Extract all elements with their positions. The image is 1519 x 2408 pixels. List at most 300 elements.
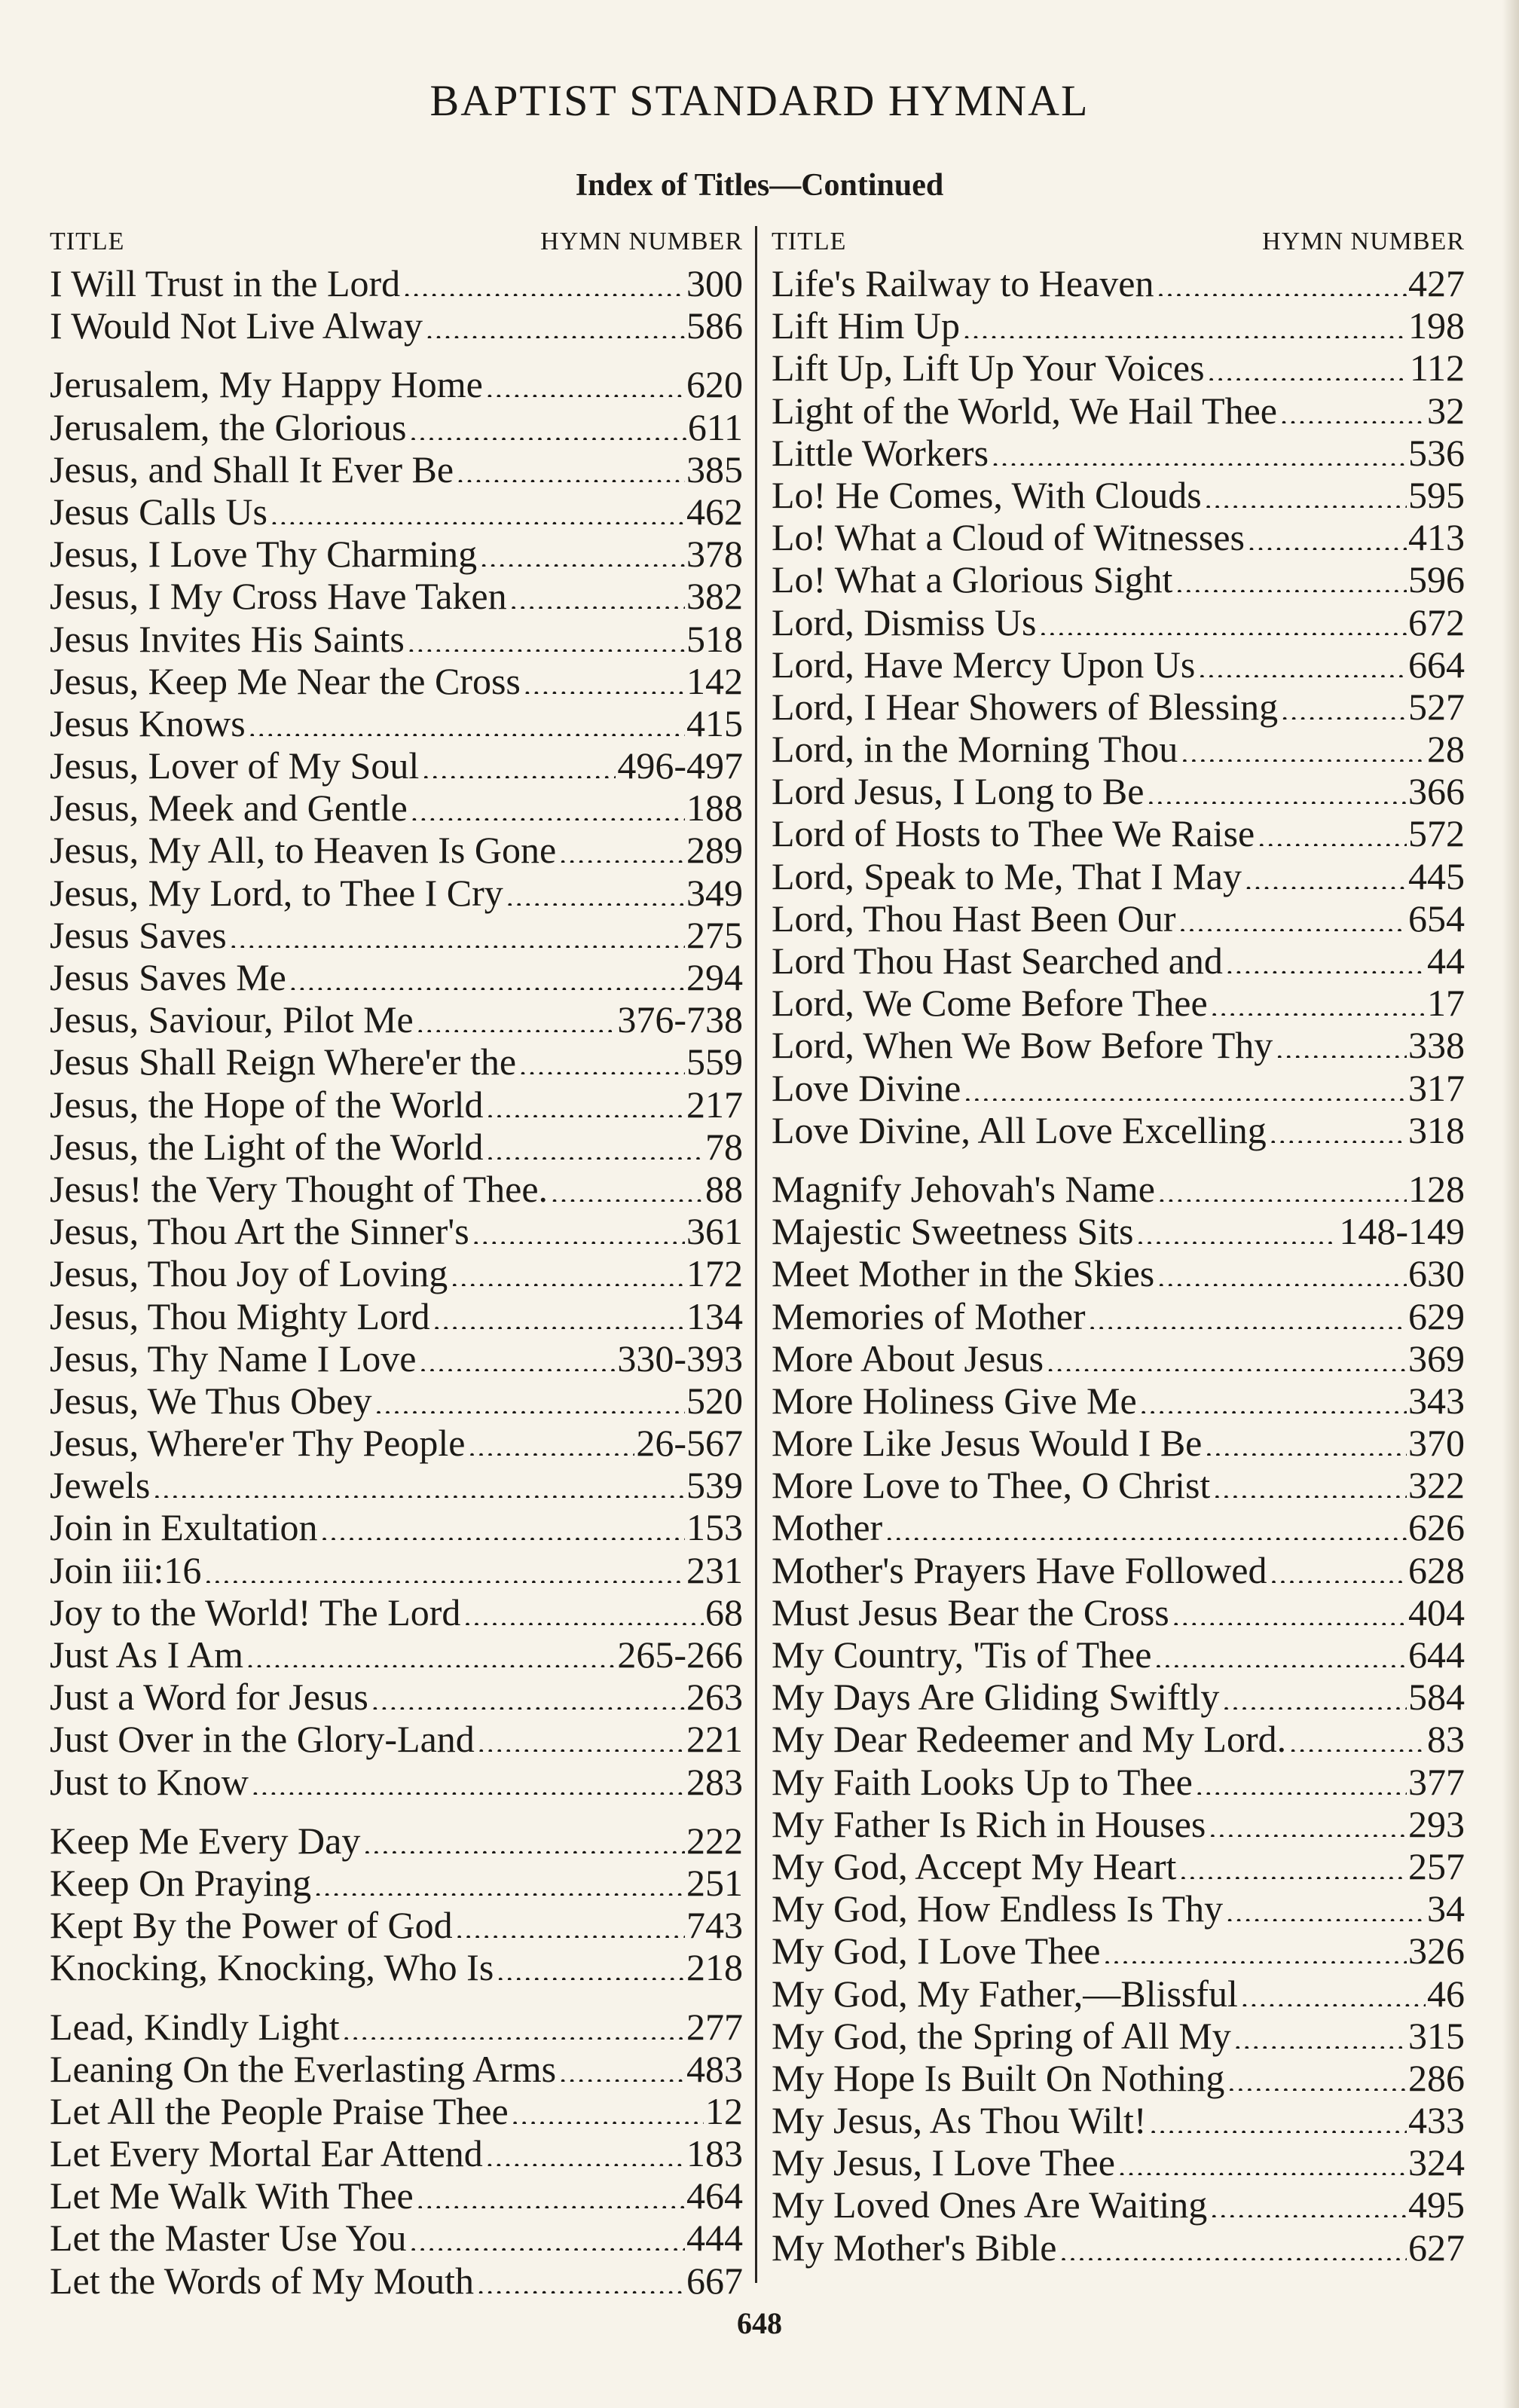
hymn-title: Magnify Jehovah's Name xyxy=(772,1167,1155,1210)
index-entry xyxy=(50,2174,743,2217)
dot-leader xyxy=(548,1172,704,1202)
hymn-number: 265-266 xyxy=(617,1633,743,1676)
index-entry xyxy=(772,686,1465,728)
index-entry xyxy=(50,1168,743,1210)
hymn-title: Jesus Shall Reign Where'er the xyxy=(50,1041,517,1083)
dot-leader xyxy=(507,579,685,609)
hymn-title: Jesus, Keep Me Near the Cross xyxy=(50,659,521,702)
hymn-number: 667 xyxy=(686,2259,743,2302)
hymn-title: Keep On Praying xyxy=(50,1861,312,1904)
hymn-title: Jesus, Thy Name I Love xyxy=(50,1337,417,1380)
hymn-title: Lord Thou Hast Searched and xyxy=(772,940,1223,982)
dot-leader xyxy=(1195,647,1407,677)
hymn-number: 584 xyxy=(1408,1676,1465,1719)
hymn-number: 26-567 xyxy=(636,1422,743,1465)
hymn-number: 539 xyxy=(686,1464,743,1507)
hymn-number: 338 xyxy=(1408,1024,1465,1067)
hymn-title: Jesus, Thou Joy of Loving xyxy=(50,1252,448,1295)
dot-leader xyxy=(1242,859,1407,889)
dot-leader xyxy=(1208,986,1426,1016)
hymn-title: Let All the People Praise Thee xyxy=(50,2089,509,2132)
index-entry xyxy=(772,2015,1465,2057)
index-entry xyxy=(772,516,1465,558)
dot-leader xyxy=(267,494,685,524)
hymn-number: 317 xyxy=(1408,1066,1465,1109)
hymn-title: I Will Trust in the Lord xyxy=(50,262,401,304)
hymn-title: Lord, in the Morning Thou xyxy=(772,728,1178,771)
index-entry xyxy=(50,2217,743,2259)
hymn-number: 559 xyxy=(686,1041,743,1083)
dot-leader xyxy=(477,536,685,567)
hymn-title: Memories of Mother xyxy=(772,1294,1086,1337)
index-entry xyxy=(772,1337,1465,1380)
dot-leader xyxy=(1086,1299,1407,1329)
hymn-number: 595 xyxy=(1408,473,1465,516)
column-divider xyxy=(755,226,757,2283)
index-entry xyxy=(50,2090,743,2132)
index-entry xyxy=(50,1820,743,1862)
hymn-title: My Father Is Rich in Houses xyxy=(772,1802,1206,1845)
hymn-number: 32 xyxy=(1427,389,1465,432)
hymn-number: 626 xyxy=(1408,1506,1465,1549)
index-entry xyxy=(772,1803,1465,1845)
hymn-number: 445 xyxy=(1408,854,1465,897)
dot-leader xyxy=(1255,816,1407,846)
hymn-number: 188 xyxy=(686,787,743,830)
hymn-title: Let the Master Use You xyxy=(50,2217,407,2260)
dot-leader xyxy=(1210,1468,1407,1498)
hymn-number: 17 xyxy=(1427,982,1465,1025)
page-number: 648 xyxy=(737,2306,782,2340)
dot-leader xyxy=(1202,478,1407,508)
index-entry xyxy=(772,1591,1465,1633)
hymn-title: Let the Words of My Mouth xyxy=(50,2259,475,2302)
index-entry xyxy=(50,1549,743,1591)
dot-leader xyxy=(1277,393,1426,423)
hymn-number: 433 xyxy=(1408,2099,1465,2142)
hymn-number: 495 xyxy=(1408,2183,1465,2226)
hymn-title: Lord, Dismiss Us xyxy=(772,600,1037,643)
hymn-title: Join in Exultation xyxy=(50,1506,318,1549)
hymn-number: 596 xyxy=(1408,558,1465,601)
dot-leader xyxy=(1238,1976,1426,2006)
hymn-title: Jesus, Where'er Thy People xyxy=(50,1422,466,1465)
hymn-title: Just As I Am xyxy=(50,1633,244,1676)
dot-leader xyxy=(1178,732,1426,762)
dot-leader xyxy=(1115,2145,1407,2175)
hymn-title: Must Jesus Bear the Cross xyxy=(772,1591,1169,1633)
hymn-number: 294 xyxy=(686,956,743,998)
hymn-title: More Like Jesus Would I Be xyxy=(772,1422,1203,1465)
index-entry xyxy=(772,1506,1465,1548)
hymn-number: 34 xyxy=(1427,1887,1465,1930)
hymn-number: 630 xyxy=(1408,1252,1465,1295)
hymn-number: 366 xyxy=(1408,770,1465,813)
dot-leader xyxy=(1151,1637,1407,1667)
hymn-number: 83 xyxy=(1427,1718,1465,1761)
index-entry xyxy=(772,1887,1465,1930)
index-entry xyxy=(50,998,743,1041)
index-entry xyxy=(772,1676,1465,1718)
index-entry xyxy=(772,2226,1465,2269)
index-entry xyxy=(772,728,1465,770)
index-entry xyxy=(50,956,743,998)
dot-leader xyxy=(249,1765,685,1795)
hymn-number: 183 xyxy=(686,2132,743,2175)
dot-leader xyxy=(1224,2061,1407,2091)
dot-leader xyxy=(448,1256,685,1286)
hymn-number: 627 xyxy=(1408,2226,1465,2269)
hymn-title: My God, the Spring of All My xyxy=(772,2014,1231,2057)
dot-leader xyxy=(1056,2230,1407,2260)
dot-leader xyxy=(483,367,685,397)
index-entry xyxy=(772,940,1465,982)
hymn-title: Lead, Kindly Light xyxy=(50,2005,340,2048)
index-entry xyxy=(50,1506,743,1548)
dot-leader xyxy=(1193,1765,1407,1795)
hymn-title: Join iii:16 xyxy=(50,1548,202,1591)
dot-leader xyxy=(407,2220,685,2251)
hymn-title: Lord, I Hear Showers of Blessing xyxy=(772,685,1279,728)
dot-leader xyxy=(360,1823,685,1853)
index-entry xyxy=(772,2057,1465,2099)
dot-leader xyxy=(521,664,685,694)
hymn-number: 369 xyxy=(1408,1337,1465,1380)
hymn-title: Lord, We Come Before Thee xyxy=(772,982,1208,1025)
dot-leader xyxy=(1144,774,1407,804)
dot-leader xyxy=(1267,1113,1407,1143)
hymn-number: 322 xyxy=(1408,1464,1465,1507)
dot-leader xyxy=(483,2136,685,2166)
hymn-title: More About Jesus xyxy=(772,1337,1044,1380)
hymn-number: 263 xyxy=(686,1676,743,1719)
index-entry xyxy=(50,744,743,787)
hymn-number: 142 xyxy=(686,659,743,702)
hymn-title: Knocking, Knocking, Who Is xyxy=(50,1946,494,1989)
hymn-title: Love Divine, All Love Excelling xyxy=(772,1108,1267,1151)
hymn-title: My God, My Father,—Blissful xyxy=(772,1972,1238,2015)
hymn-title: Mother xyxy=(772,1506,883,1549)
hymn-number: 413 xyxy=(1408,516,1465,559)
hymn-number: 217 xyxy=(686,1083,743,1126)
index-entry xyxy=(50,787,743,829)
dot-leader xyxy=(474,2263,685,2293)
hymn-number: 654 xyxy=(1408,897,1465,940)
dot-leader xyxy=(484,1087,685,1117)
hymn-number: 112 xyxy=(1409,347,1465,390)
hymn-title: My Hope Is Built On Nothing xyxy=(772,2056,1225,2099)
hymn-number: 586 xyxy=(686,304,743,347)
right-column-header xyxy=(772,218,1465,256)
title-column-label: TITLE xyxy=(772,228,847,255)
left-column xyxy=(50,218,743,2302)
index-entry xyxy=(772,347,1465,389)
hymn-title: Leaning On the Everlasting Arms xyxy=(50,2047,557,2090)
hymn-number: 370 xyxy=(1408,1422,1465,1465)
hymn-title: My Loved Ones Are Waiting xyxy=(772,2183,1208,2226)
hymn-number: 257 xyxy=(1408,1844,1465,1887)
hymn-title: Jesus, Lover of My Soul xyxy=(50,744,420,787)
index-entry xyxy=(772,304,1465,347)
dot-leader xyxy=(960,308,1407,338)
index-entry xyxy=(50,1126,743,1168)
index-entry xyxy=(772,1549,1465,1591)
index-entry xyxy=(772,390,1465,432)
hymn-title: Jerusalem, the Glorious xyxy=(50,405,407,448)
hymn-title: Jesus Saves Me xyxy=(50,956,286,998)
index-entry xyxy=(772,1168,1465,1210)
dot-leader xyxy=(1207,2187,1407,2217)
dot-leader xyxy=(475,1722,685,1752)
hymn-number: 46 xyxy=(1427,1972,1465,2015)
hymn-number: 427 xyxy=(1408,262,1465,304)
hymn-title: Jesus! the Very Thought of Thee. xyxy=(50,1167,549,1210)
hymn-number: 128 xyxy=(1408,1167,1465,1210)
hymn-title: Jesus, Thou Art the Sinner's xyxy=(50,1210,469,1253)
index-entry xyxy=(772,1109,1465,1151)
hymn-number: 28 xyxy=(1427,728,1465,771)
dot-leader xyxy=(556,2052,685,2082)
hymn-title: Lo! What a Cloud of Witnesses xyxy=(772,516,1245,559)
left-column-header xyxy=(50,218,743,256)
dot-leader xyxy=(1219,1679,1407,1710)
dot-leader xyxy=(1036,605,1407,635)
index-entry xyxy=(50,1633,743,1676)
hymn-number: 404 xyxy=(1408,1591,1465,1633)
hymn-title: Jesus, We Thus Obey xyxy=(50,1379,372,1422)
index-entry xyxy=(50,1946,743,1988)
hymn-title: Keep Me Every Day xyxy=(50,1819,361,1862)
dot-leader xyxy=(1176,1849,1407,1879)
hymn-number: 464 xyxy=(686,2174,743,2217)
hymn-number: 527 xyxy=(1408,685,1465,728)
hymn-number: 518 xyxy=(686,617,743,660)
index-entry xyxy=(772,1761,1465,1803)
hymn-title: Mother's Prayers Have Followed xyxy=(772,1548,1267,1591)
hymn-title: More Holiness Give Me xyxy=(772,1379,1137,1422)
dot-leader xyxy=(368,1679,685,1710)
hymn-number: 231 xyxy=(686,1548,743,1591)
dot-leader xyxy=(423,308,685,338)
index-entry xyxy=(772,1024,1465,1066)
dot-leader xyxy=(1286,1722,1426,1752)
index-entry xyxy=(50,1862,743,1904)
dot-leader xyxy=(1175,901,1407,931)
hymn-number: 153 xyxy=(686,1506,743,1549)
index-entry xyxy=(50,872,743,914)
index-entry xyxy=(772,1380,1465,1422)
hymn-number: 221 xyxy=(686,1718,743,1761)
dot-leader xyxy=(150,1468,685,1498)
index-entry xyxy=(50,406,743,448)
hymn-title: Kept By the Power of God xyxy=(50,1904,453,1947)
hymn-title: Jerusalem, My Happy Home xyxy=(50,363,483,406)
hymn-title: My God, How Endless Is Thy xyxy=(772,1887,1224,1930)
hymn-title: My Dear Redeemer and My Lord. xyxy=(772,1718,1287,1761)
dot-leader xyxy=(1154,266,1407,296)
index-entry xyxy=(772,1210,1465,1252)
dot-leader xyxy=(1100,1933,1407,1963)
dot-leader xyxy=(1206,1807,1407,1837)
dot-leader xyxy=(1154,1256,1407,1286)
hymn-title: Lord of Hosts to Thee We Raise xyxy=(772,812,1255,855)
dot-leader xyxy=(516,1044,685,1074)
hymn-title: Jesus, My All, to Heaven Is Gone xyxy=(50,829,557,872)
hymn-number: 628 xyxy=(1408,1548,1465,1591)
hymn-title: Jesus Saves xyxy=(50,913,227,956)
dot-leader xyxy=(243,1637,616,1667)
hymn-title: Jesus Knows xyxy=(50,701,246,744)
hymn-number: 318 xyxy=(1408,1108,1465,1151)
index-entry xyxy=(50,448,743,490)
hymn-number: 275 xyxy=(686,913,743,956)
hymn-number: 300 xyxy=(686,262,743,304)
index-entry xyxy=(50,262,743,304)
hymn-title: Lord, Have Mercy Upon Us xyxy=(772,643,1196,686)
hymn-title: Jesus, the Hope of the World xyxy=(50,1083,484,1126)
index-entry xyxy=(772,1718,1465,1760)
hymn-title: Jesus Calls Us xyxy=(50,490,267,533)
index-entry xyxy=(772,2183,1465,2226)
hymn-number-column-label: HYMN NUMBER xyxy=(540,228,743,255)
index-entry xyxy=(772,812,1465,854)
hymn-number: 324 xyxy=(1408,2141,1465,2184)
index-entry xyxy=(772,601,1465,643)
index-entry xyxy=(772,770,1465,812)
hymn-title: Lift Him Up xyxy=(772,304,960,347)
dot-leader xyxy=(1147,2103,1407,2133)
hymn-title: Let Me Walk With Thee xyxy=(50,2174,414,2217)
index-entry xyxy=(50,1718,743,1760)
hymn-title: My Country, 'Tis of Thee xyxy=(772,1633,1152,1676)
hymn-title: Jesus, I Love Thy Charming xyxy=(50,533,478,576)
hymn-number: 382 xyxy=(686,575,743,618)
index-entry xyxy=(50,2006,743,2048)
hymn-number: 218 xyxy=(686,1946,743,1989)
hymn-title: Jesus, and Shall It Ever Be xyxy=(50,448,454,490)
hymn-title: More Love to Thee, O Christ xyxy=(772,1464,1211,1507)
hymn-title: Lord, Speak to Me, That I May xyxy=(772,854,1242,897)
hymn-number: 664 xyxy=(1408,643,1465,686)
index-entry xyxy=(50,1761,743,1803)
dot-leader xyxy=(371,1383,685,1413)
hymn-title: Lord Jesus, I Long to Be xyxy=(772,770,1145,813)
dot-leader xyxy=(509,2094,704,2124)
dot-leader xyxy=(1231,2018,1407,2049)
hymn-number: 78 xyxy=(705,1125,743,1168)
hymn-number: 611 xyxy=(687,405,743,448)
dot-leader xyxy=(1172,562,1407,592)
index-entry xyxy=(50,1591,743,1633)
index-entry xyxy=(50,363,743,405)
hymn-title: Joy to the World! The Lord xyxy=(50,1591,461,1633)
dot-leader xyxy=(484,1129,704,1160)
hymn-title: My Faith Looks Up to Thee xyxy=(772,1760,1193,1803)
hymn-title: Lord, Thou Hast Been Our xyxy=(772,897,1176,940)
hymn-title: My Days Are Gliding Swiftly xyxy=(772,1676,1220,1719)
dot-leader xyxy=(400,266,685,296)
hymn-number: 222 xyxy=(686,1819,743,1862)
index-entry xyxy=(50,2260,743,2302)
dot-leader xyxy=(453,1908,685,1938)
index-entry xyxy=(772,855,1465,897)
index-entry xyxy=(50,1422,743,1464)
index-entry xyxy=(772,1973,1465,2015)
left-entry-list xyxy=(50,262,743,2302)
hymn-title: Jesus Invites His Saints xyxy=(50,617,405,660)
dot-leader xyxy=(340,2009,685,2040)
hymn-number: 376-738 xyxy=(617,998,743,1041)
index-entry xyxy=(50,533,743,575)
dot-leader xyxy=(1137,1383,1407,1413)
index-entry xyxy=(50,1252,743,1294)
dot-leader xyxy=(1134,1214,1338,1244)
hymn-title: Just a Word for Jesus xyxy=(50,1676,368,1719)
hymn-number: 672 xyxy=(1408,600,1465,643)
index-entry xyxy=(772,1067,1465,1109)
index-entry xyxy=(772,643,1465,686)
dot-leader xyxy=(407,410,686,440)
dot-leader xyxy=(414,1002,616,1032)
hymn-number: 44 xyxy=(1427,940,1465,982)
hymn-number: 277 xyxy=(686,2005,743,2048)
hymn-number: 172 xyxy=(686,1252,743,1295)
hymn-title: Lo! He Comes, With Clouds xyxy=(772,473,1202,516)
dot-leader xyxy=(454,452,685,482)
hymn-title: Meet Mother in the Skies xyxy=(772,1252,1155,1295)
index-entry xyxy=(772,2141,1465,2183)
hymn-number: 620 xyxy=(686,363,743,406)
hymn-number: 377 xyxy=(1408,1760,1465,1803)
dot-leader xyxy=(1155,1172,1407,1202)
index-entry xyxy=(50,829,743,871)
index-entry xyxy=(772,1422,1465,1464)
hymn-number: 343 xyxy=(1408,1379,1465,1422)
index-entry xyxy=(772,2099,1465,2141)
dot-leader xyxy=(1267,1553,1407,1583)
index-entry xyxy=(772,1633,1465,1676)
page-edge-shadow xyxy=(1502,0,1519,2408)
hymn-title: My God, I Love Thee xyxy=(772,1930,1101,1973)
right-column xyxy=(772,218,1465,2269)
hymn-title: Jesus, the Light of the World xyxy=(50,1125,484,1168)
index-entry xyxy=(50,1337,743,1380)
hymn-title: My Jesus, I Love Thee xyxy=(772,2141,1115,2184)
index-entry xyxy=(50,1904,743,1946)
dot-leader xyxy=(201,1553,685,1583)
index-entry xyxy=(772,1464,1465,1506)
hymn-number: 572 xyxy=(1408,812,1465,855)
hymn-number: 198 xyxy=(1408,304,1465,347)
hymn-number: 330-393 xyxy=(617,1337,743,1380)
hymn-number: 12 xyxy=(705,2089,743,2132)
hymn-title: Just Over in the Glory-Land xyxy=(50,1718,475,1761)
dot-leader xyxy=(1223,943,1426,973)
hymn-number: 315 xyxy=(1408,2014,1465,2057)
page-title: BAPTIST STANDARD HYMNAL xyxy=(429,76,1090,125)
dot-leader xyxy=(1202,1426,1407,1456)
hymn-title: Light of the World, We Hail Thee xyxy=(772,389,1277,432)
hymn-title: Majestic Sweetness Sits xyxy=(772,1210,1134,1253)
hymn-title: Lift Up, Lift Up Your Voices xyxy=(772,347,1205,390)
hymn-title: Lord, When We Bow Before Thy xyxy=(772,1024,1273,1067)
hymn-number: 462 xyxy=(686,490,743,533)
index-entry xyxy=(772,432,1465,474)
index-entry xyxy=(50,490,743,533)
dot-leader xyxy=(469,1214,685,1244)
hymn-title: I Would Not Live Alway xyxy=(50,304,423,347)
dot-leader xyxy=(503,875,685,906)
